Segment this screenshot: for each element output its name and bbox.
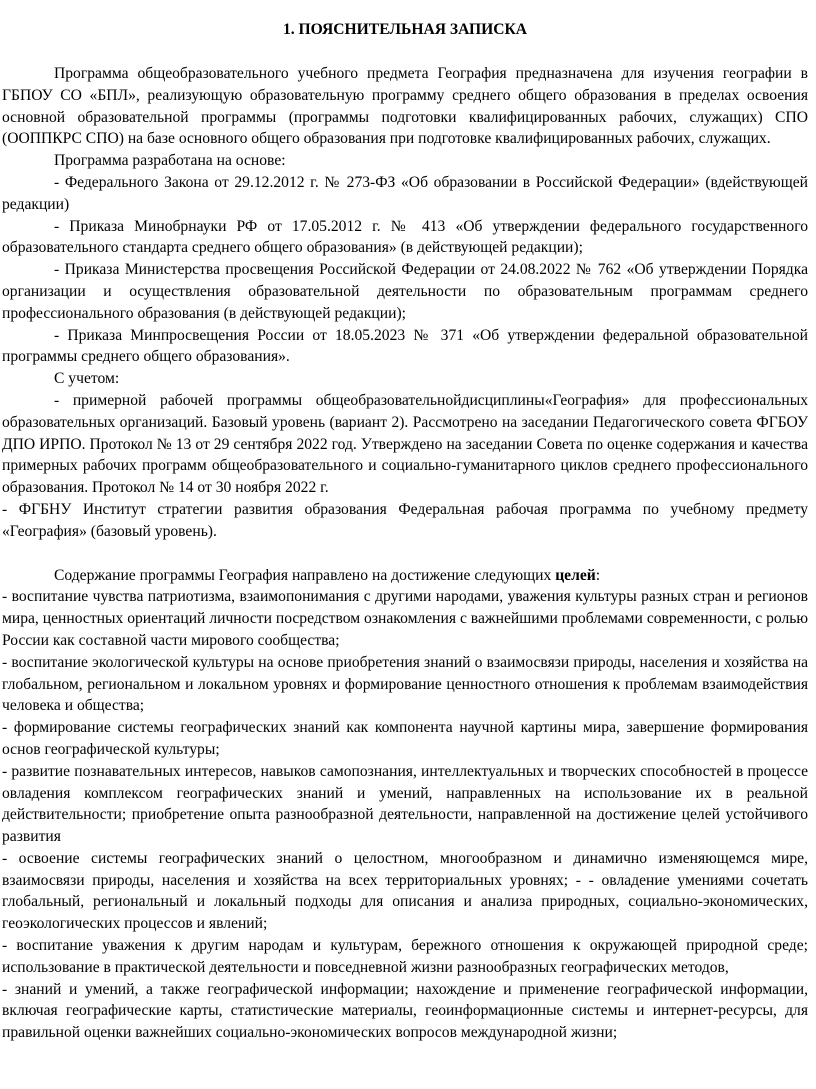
basis-item: - Федерального Закона от 29.12.2012 г. № 273-ФЗ «Об образовании в Российской Федерации» (вдействующей редакции) — [2, 173, 808, 213]
consider-heading: С учетом: — [54, 370, 120, 388]
basis-item: - Приказа Министерства просвещения Российской Федерации от 24.08.2022 № 762 «Об утверждении Порядка организации и осуществления образовательной деятельности по образовательным программам среднего профессионального образования (в действующей редакции); — [2, 261, 808, 322]
goals-word: целей — [555, 566, 596, 584]
goal-item: - воспитание уважения к другим народам и культурам, бережного отношения к окружающей природной среде; использование в практической деятельности и повседневной жизни разнообразных географических методов, — [2, 937, 808, 976]
consider-item: - примерной рабочей программы общеобразовательнойдисциплины«География» для профессиональных образовательных организаций. Базовый уровень (вариант 2). Рассмотрено на заседании Педагогического совета ФГБОУ ДПО ИРПО. Протокол № 13 от 29 сентября 2022 год. Утверждено на заседании Совета по оценке содержания и качества примерных рабочих программ общеобразовательного и социально-гуманитарного циклов среднего профессионального образования. Протокол № 14 от 30 ноября 2022 г. — [2, 391, 808, 497]
goals-colon: : — [595, 566, 601, 584]
consider-item: - ФГБНУ Институт стратегии развития образования Федеральная рабочая программа по учебному предмету «География» (базовый уровень). — [2, 500, 808, 540]
intro-paragraph: Программа общеобразовательного учебного предмета География предназначена для изучения географии в ГБПОУ СО «БПЛ», реализующую образовательную программу среднего общего образования в пределах освоения основной образовательной программы (программы подготовки квалифицированных рабочих, служащих) СПО (ООППКРС СПО) на базе основного общего образования при подготовке квалифицированных рабочих, служащих. — [2, 65, 808, 148]
goal-item: - развитие познавательных интересов, навыков самопознания, интеллектуальных и творческих способностей в процессе овладения комплексом географических знаний и умений, направленных на использование их в реальной действительности; приобретение опыта разнообразной деятельности, направленной на достижение целей устойчивого развития — [2, 762, 808, 846]
goals-intro-text: Содержание программы География направлено на достижение следующих — [54, 566, 556, 584]
goal-item: - освоение системы географических знаний о целостном, многообразном и динамично изменяющемся мире, взаимосвязи природы, населения и хозяйства на всех территориальных уровнях; - - овладение умениями сочетать глобальный, региональный и локальный подходы для описания и анализа природных, социально-экономических, геоэкологических процессов и явлений; — [2, 849, 808, 933]
goal-item: - формирование системы географических знаний как компонента научной картины мира, завершение формирования основ географической культуры; — [2, 719, 808, 758]
page-title: 1. ПОЯСНИТЕЛЬНАЯ ЗАПИСКА — [282, 21, 528, 38]
paragraph-spacer — [2, 543, 808, 565]
goals-intro — [2, 565, 808, 587]
basis-heading: Программа разработана на основе: — [54, 152, 286, 170]
goal-item: - воспитание экологической культуры на основе приобретения знаний о взаимосвязи природы, населения и хозяйства на глобальном, региональном и локальном уровнях и формирование ценностного отношения к проблемам взаимодействия человека и общества; — [2, 653, 808, 715]
goal-item: - знаний и умений, а также географической информации; нахождение и применение географической информации, включая географические карты, статистические материалы, геоинформационные системы и интернет-ресурсы, для правильной оценки важнейших социально-экономических вопросов международной жизни; — [2, 980, 808, 1042]
basis-item: - Приказа Минпросвещения России от 18.05.2023 № 371 «Об утверждении федеральной образовательной программы среднего общего образования». — [2, 326, 808, 366]
goal-item: - воспитание чувства патриотизма, взаимопонимания с другими народами, уважения культуры разных стран и регионов мира, ценностных ориентаций личности посредством ознакомления с важнейшими проблемами современности, с ролью России как составной части мирового сообщества; — [2, 588, 808, 649]
basis-item: - Приказа Минобрнауки РФ от 17.05.2012 г. № 413 «Об утверждении федерального государственного образовательного стандарта среднего общего образования» (в действующей редакции); — [2, 217, 808, 257]
